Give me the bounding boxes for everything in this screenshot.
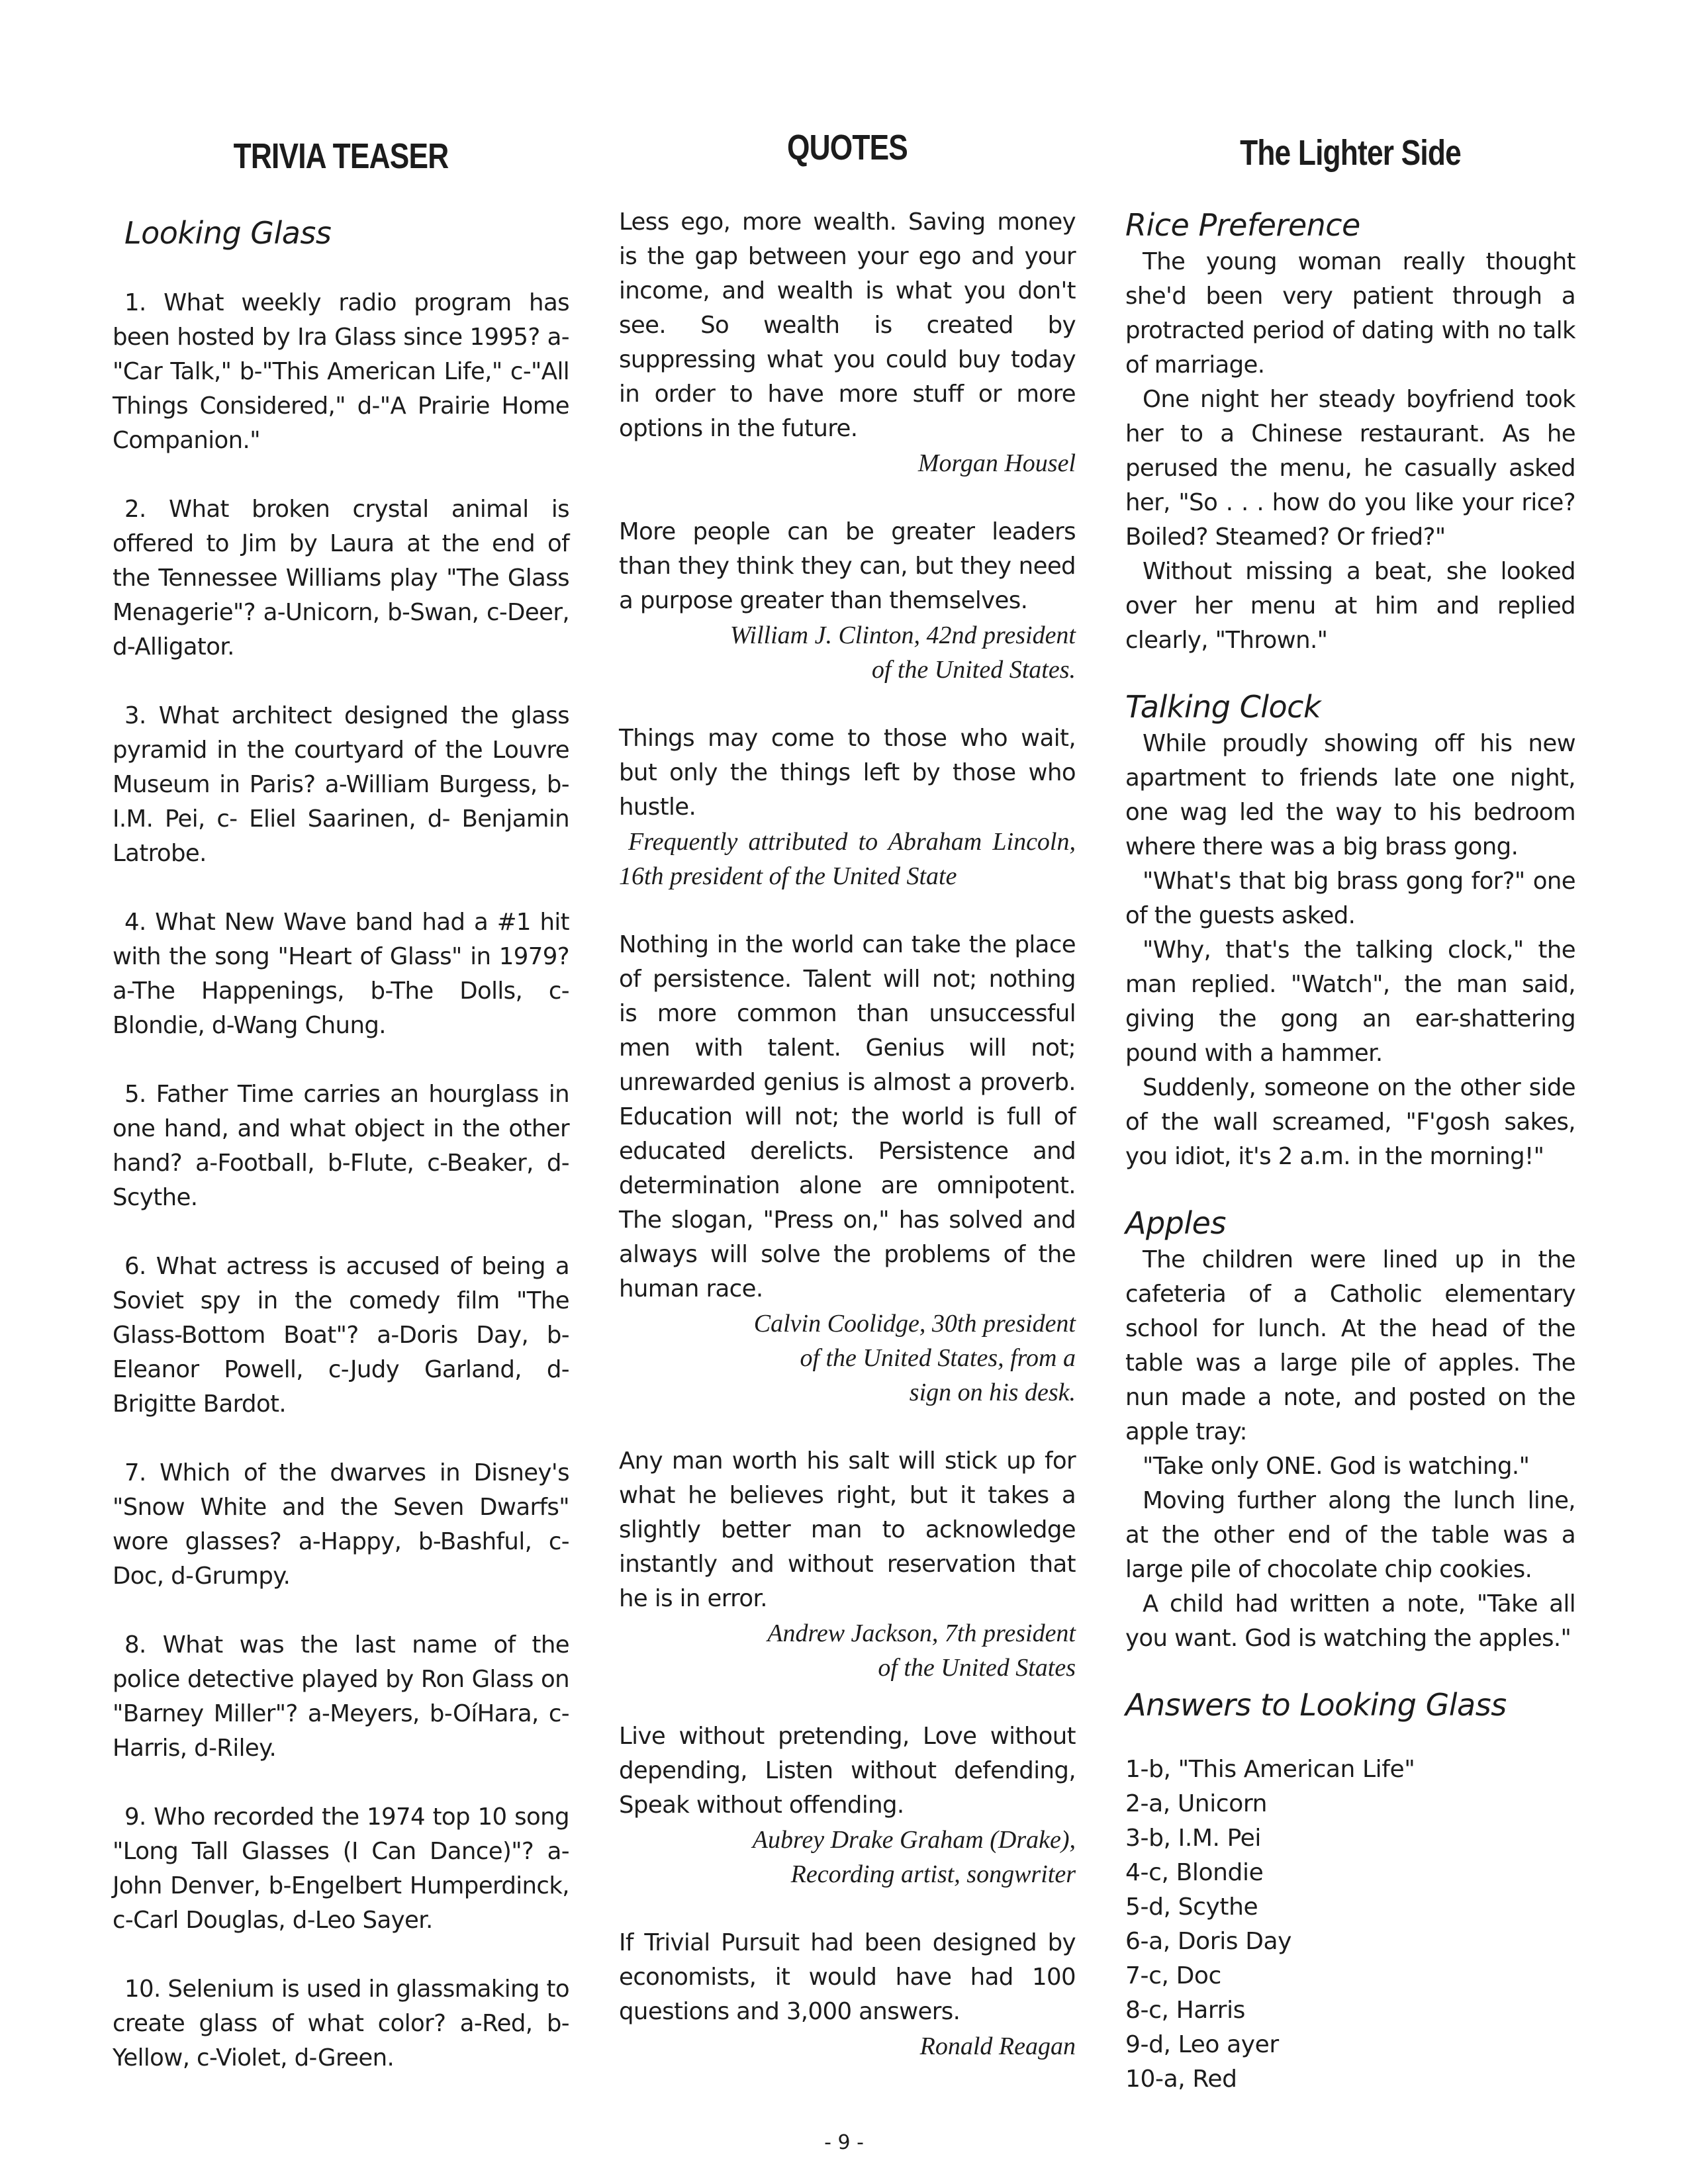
quote-text: Nothing in the world can take the place of persistence. Talent will not; nothing is more common than unsuccessful men with talent. Genius will not; unrewarded genius is almost a proverb. Education will not; the world is full of educated derelicts. Persistence and determination alone are omnipotent. The slogan, "Press on," has solved and always will solve the problems of the human race.: [619, 931, 1076, 1302]
joke-paragraph: "Why, that's the talking clock," the man replied. "Watch", the man said, giving the gong an ear-shattering pound with a hammer.: [1125, 936, 1575, 1067]
trivia-question: 1. What weekly radio program has been hosted by Ira Glass since 1995? a-"Car Talk," b-"This American Life," c-"All Things Considered," d-"A Prairie Home Companion.": [113, 289, 569, 454]
trivia-question-list: [113, 286, 569, 2110]
quote: [619, 721, 1076, 893]
trivia-question: 10. Selenium is used in glassmaking to create glass of what color? a-Red, b- Yellow, c-Violet, d-Green.: [113, 1976, 569, 2071]
quotes-list: [619, 205, 1076, 2098]
answers-list: [1125, 1752, 1575, 2097]
quote-author: Calvin Coolidge, 30th president of the United States, from a sign on his desk.: [753, 1310, 1076, 1406]
answer-item: 2-a, Unicorn: [1125, 1790, 1268, 1817]
joke-paragraph: One night her steady boyfriend took her to a Chinese restaurant. As he perused the menu, he casually asked her, "So . . . how do you like your rice? Boiled? Steamed? Or fried?": [1125, 386, 1575, 551]
quote: [619, 1719, 1076, 1891]
quote-text: More people can be greater leaders than they think they can, but they need a purpose greater than themselves.: [619, 518, 1076, 614]
quote-author: Morgan Housel: [917, 449, 1076, 477]
quote: [619, 1926, 1076, 2064]
answer-item: 8-c, Harris: [1125, 1997, 1246, 2024]
quote: [619, 1444, 1076, 1685]
joke-title: Apples: [1125, 1205, 1226, 1241]
answers-title: Answers to Looking Glass: [1125, 1687, 1507, 1723]
answer-item: 5-d, Scythe: [1125, 1893, 1258, 1921]
answer-item: 1-b, "This American Life": [1125, 1756, 1415, 1783]
quote-text: Things may come to those who wait, but only the things left by those who hustle.: [619, 725, 1076, 821]
quotes-heading: QUOTES: [786, 128, 908, 167]
joke-paragraph: While proudly showing off his new apartment to friends late one night, one wag led the way to his bedroom where there was a big brass gong.: [1125, 730, 1575, 860]
quote: [619, 205, 1076, 480]
quote-text: Live without pretending, Love without depending, Listen without defending, Speak without offending.: [619, 1723, 1076, 1819]
joke-paragraph: Moving further along the lunch line, at the other end of the table was a large pile of chocolate chip cookies.: [1125, 1487, 1575, 1583]
joke-paragraph: The children were lined up in the cafeteria of a Catholic elementary school for lunch. At the head of the table was a large pile of apples. The nun made a note, and posted on the apple tray:: [1125, 1246, 1575, 1445]
lighter-side-heading: The Lighter Side: [1240, 133, 1461, 173]
quote-author: William J. Clinton, 42nd president of the United States.: [729, 621, 1076, 684]
joke-title: Rice Preference: [1125, 207, 1360, 243]
joke-paragraph: A child had written a note, "Take all you want. God is watching the apples.": [1125, 1590, 1575, 1652]
quote-text: Less ego, more wealth. Saving money is the gap between your ego and your income, and wealth is what you don't see. So wealth is created by suppressing what you could buy today in order to have more stuff or more options in the future.: [619, 208, 1076, 442]
jokes-list: [1125, 205, 1575, 2097]
quote-text: If Trivial Pursuit had been designed by economists, it would have had 100 questions and 3,000 answers.: [619, 1929, 1076, 2025]
quote-author: Ronald Reagan: [919, 2032, 1076, 2060]
joke-paragraph: The young woman really thought she'd been very patient through a protracted period of dating with no talk of marriage.: [1125, 248, 1575, 379]
page-number: - 9 -: [824, 2131, 864, 2154]
trivia-question: 6. What actress is accused of being a Soviet spy in the comedy film "The Glass-Bottom Boat"? a-Doris Day, b-Eleanor Powell, c-Judy Garland, d-Brigitte Bardot.: [113, 1253, 569, 1418]
answer-item: 4-c, Blondie: [1125, 1859, 1264, 1886]
trivia-question: 8. What was the last name of the police detective played by Ron Glass on "Barney Miller"? a-Meyers, b-OíHara, c-Harris, d-Riley.: [113, 1631, 569, 1762]
trivia-question: 4. What New Wave band had a #1 hit with the song "Heart of Glass" in 1979? a-The Happenings, b-The Dolls, c-Blondie, d-Wang Chung.: [113, 909, 569, 1039]
quote-author: Frequently attributed to Abraham Lincoln, 16th president of the United State: [619, 828, 1076, 890]
joke: [1125, 205, 1575, 658]
trivia-question: 5. Father Time carries an hourglass in one hand, and what object in the other hand? a-Football, b-Flute, c-Beaker, d-Scythe.: [113, 1081, 569, 1211]
joke-paragraph: Without missing a beat, she looked over her menu at him and replied clearly, "Thrown.": [1125, 558, 1575, 654]
answer-item: 6-a, Doris Day: [1125, 1928, 1292, 1955]
quote-author: Andrew Jackson, 7th president of the United States: [767, 1619, 1076, 1682]
joke-paragraph: "Take only ONE. God is watching.": [1143, 1453, 1530, 1480]
answer-item: 3-b, I.M. Pei: [1125, 1825, 1262, 1852]
trivia-heading: TRIVIA TEASER: [233, 136, 449, 176]
quote: [619, 928, 1076, 1410]
quote: [619, 515, 1076, 687]
quote-text: Any man worth his salt will stick up for what he believes right, but it takes a slightly better man to acknowledge instantly and without reservation that he is in error.: [619, 1447, 1076, 1612]
answer-item: 10-a, Red: [1125, 2066, 1237, 2093]
joke: [1125, 1203, 1575, 1656]
trivia-question: 9. Who recorded the 1974 top 10 song "Long Tall Glasses (I Can Dance)"? a-John Denver, b-Engelbert Humperdinck, c-Carl Douglas, d-Leo Sayer.: [113, 1803, 569, 1934]
trivia-title: Looking Glass: [124, 215, 332, 251]
trivia-question: 3. What architect designed the glass pyramid in the courtyard of the Louvre Museum in Paris? a-William Burgess, b-I.M. Pei, c- Eliel Saarinen, d- Benjamin Latrobe.: [113, 702, 569, 867]
trivia-question: 2. What broken crystal animal is offered to Jim by Laura at the end of the Tennessee Williams play "The Glass Menagerie"? a-Unicorn, b-Swan, c-Deer, d-Alligator.: [113, 496, 569, 660]
joke-paragraph: Suddenly, someone on the other side of the wall screamed, "F'gosh sakes, you idiot, it's 2 a.m. in the morning!": [1125, 1074, 1575, 1170]
answer-item: 9-d, Leo ayer: [1125, 2031, 1279, 2058]
joke: [1125, 687, 1575, 1174]
trivia-question: 7. Which of the dwarves in Disney's "Snow White and the Seven Dwarfs" wore glasses? a-Happy, b-Bashful, c-Doc, d-Grumpy.: [113, 1459, 569, 1590]
quote-author: Aubrey Drake Graham (Drake), Recording artist, songwriter: [752, 1826, 1076, 1888]
joke-title: Talking Clock: [1125, 689, 1321, 725]
joke-paragraph: "What's that big brass gong for?" one of the guests asked.: [1125, 868, 1575, 929]
answer-item: 7-c, Doc: [1125, 1962, 1221, 1989]
